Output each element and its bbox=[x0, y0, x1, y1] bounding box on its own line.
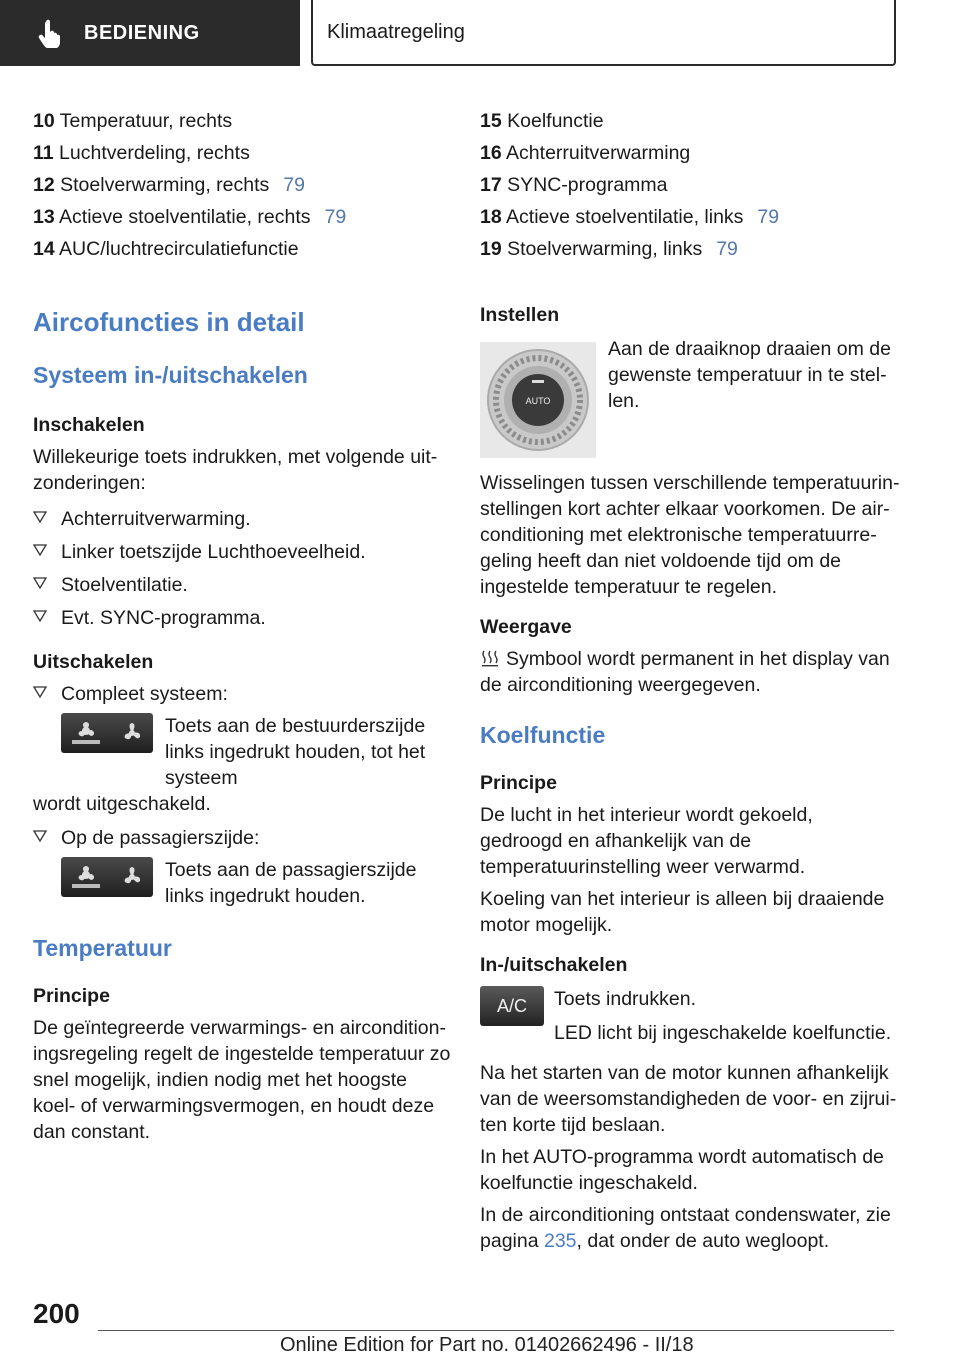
cool-text-4: In het AUTO-programma wordt automatisch de koelfunctie ingeschakeld. bbox=[480, 1146, 884, 1194]
section-heading: Aircofuncties in detail bbox=[33, 307, 305, 337]
page-ref-link[interactable]: 79 bbox=[324, 206, 347, 228]
off-b1-continuation: wordt uitgeschakeld. bbox=[33, 793, 211, 815]
cool-text-5: In de airconditioning ontstaat condenswater, zie pagina 235, dat onder de auto wegloopt. bbox=[480, 1204, 891, 1252]
set-image-text: Aan de draaiknop draaien om de gewenste temperatuur in te stel-len. bbox=[608, 338, 891, 412]
off-bullet-list bbox=[33, 681, 453, 909]
page-ref-link[interactable]: 79 bbox=[716, 238, 738, 260]
subsection-heading-system: Systeem in-/uitschakelen bbox=[33, 362, 308, 388]
left-column bbox=[33, 108, 453, 1145]
page-number: 200 bbox=[33, 1298, 80, 1329]
right-column bbox=[480, 108, 900, 1254]
footer-text: Online Edition for Part no. 01402662496 - II/18 bbox=[280, 1334, 694, 1356]
subsection-heading-cooling: Koelfunctie bbox=[480, 722, 606, 748]
section-tab[interactable] bbox=[0, 0, 300, 66]
legend-item: 10 Temperatuur, rechts bbox=[33, 110, 233, 132]
triangle-bullet-icon bbox=[33, 609, 47, 623]
list-item: Evt. SYNC-programma. bbox=[33, 605, 453, 631]
fan-off-icon bbox=[68, 864, 104, 890]
subsection-heading-temperature: Temperatuur bbox=[33, 935, 172, 961]
cool-text-1: De lucht in het interieur wordt gekoeld, gedroogd en afhankelijk van de temperatuurinstelling weer verwarmd. bbox=[480, 804, 813, 878]
legend-item: 17 SYNC-programma bbox=[480, 174, 668, 196]
triangle-bullet-icon bbox=[33, 685, 47, 699]
fan-off-icon bbox=[68, 720, 104, 746]
triangle-bullet-icon bbox=[33, 576, 47, 590]
triangle-bullet-icon bbox=[33, 510, 47, 524]
ac-button-image bbox=[480, 986, 544, 1026]
legend-item: 14 AUC/luchtrecirculatiefunctie bbox=[33, 238, 299, 260]
display-text: Symbool wordt permanent in het display van de airconditioning weergegeven. bbox=[480, 648, 890, 696]
legend-item: 13 Actieve stoelventilatie, rechts 79 bbox=[33, 206, 347, 228]
off-b2-image-text: Toets aan de passagierszijde links ingedrukt houden. bbox=[165, 859, 417, 907]
triangle-bullet-icon bbox=[33, 543, 47, 557]
chapter-title bbox=[311, 0, 896, 66]
chapter-label: Klimaatregeling bbox=[327, 20, 465, 43]
legend-item: 19 Stoelverwarming, links 79 bbox=[480, 238, 738, 260]
list-item: Stoelventilatie. bbox=[33, 572, 453, 598]
footer-rule bbox=[98, 1330, 894, 1331]
on-bullet-list bbox=[33, 506, 453, 631]
rotary-knob-icon bbox=[480, 342, 596, 458]
cool-principle-heading: Principe bbox=[480, 772, 557, 794]
list-item: Achterruitverwarming. bbox=[33, 506, 453, 532]
on-text: Willekeurige toets indrukken, met volgende uit-zonderingen: bbox=[33, 446, 438, 494]
set-text: Wisselingen tussen verschillende temperatuurin-stellingen kort achter elkaar voorkomen. De air-conditioning met elektronische temperatuurre-geling heeft dan niet voldoende tijd om de ingestelde temperatuur te regelen. bbox=[480, 472, 900, 598]
list-item: Linker toetszijde Luchthoeveelheid. bbox=[33, 539, 453, 565]
list-item: Compleet systeem: Toets aan de bestuurderszijde links ingedrukt houden, tot het systeem wordt uitgeschakeld. bbox=[33, 681, 453, 817]
display-heading: Weergave bbox=[480, 616, 572, 638]
list-item: Op de passagierszijde: Toets aan de passagierszijde links ingedrukt houden. bbox=[33, 825, 453, 909]
section-label: BEDIENING bbox=[84, 21, 200, 44]
triangle-bullet-icon bbox=[33, 829, 47, 843]
principle-heading: Principe bbox=[33, 985, 110, 1007]
temperature-knob-image bbox=[480, 342, 596, 458]
page-ref-link[interactable]: 79 bbox=[283, 174, 305, 196]
hand-icon bbox=[38, 18, 66, 48]
off-fan-button-image bbox=[61, 713, 153, 753]
legend-list-right bbox=[480, 108, 900, 262]
legend-item: 16 Achterruitverwarming bbox=[480, 142, 691, 164]
page-ref-link[interactable]: 79 bbox=[757, 206, 780, 228]
legend-list-left bbox=[33, 108, 453, 262]
on-heading: Inschakelen bbox=[33, 414, 145, 436]
cool-text-2: Koeling van het interieur is alleen bij draaiende motor mogelijk. bbox=[480, 888, 885, 936]
off-fan-button-image bbox=[61, 857, 153, 897]
legend-item: 11 Luchtverdeling, rechts bbox=[33, 142, 250, 164]
ac-label: A/C bbox=[496, 996, 527, 1016]
legend-item: 18 Actieve stoelventilatie, links 79 bbox=[480, 206, 780, 228]
svg-text:AUTO: AUTO bbox=[525, 396, 551, 406]
fan-icon bbox=[117, 720, 147, 746]
page-ref-link[interactable]: 235 bbox=[543, 1230, 577, 1252]
off-b1-image-text: Toets aan de bestuurderszijde links ingedrukt houden, tot het systeem bbox=[165, 715, 426, 789]
cool-text-3: Na het starten van de motor kunnen afhankelijk van de weersomstandigheden de voor- en zijrui-ten korte tijd beslaan. bbox=[480, 1062, 897, 1136]
principle-text: De geïntegreerde verwarmings- en aircondition-ingsregeling regelt de ingestelde temperatuur zo snel mogelijk, indien nodig met het hoogste koel- of verwarmingsvermogen, en houdt deze dan constant. bbox=[33, 1017, 451, 1143]
legend-item: 15 Koelfunctie bbox=[480, 110, 604, 132]
heat-waves-icon bbox=[480, 648, 500, 668]
onoff-heading: In-/uitschakelen bbox=[480, 954, 628, 976]
fan-icon bbox=[117, 864, 147, 890]
legend-item: 12 Stoelverwarming, rechts 79 bbox=[33, 174, 305, 196]
set-heading: Instellen bbox=[480, 304, 560, 326]
off-heading: Uitschakelen bbox=[33, 651, 154, 673]
onoff-line-2: LED licht bij ingeschakelde koelfunctie. bbox=[554, 1022, 892, 1044]
onoff-line-1: Toets indrukken. bbox=[554, 988, 696, 1010]
